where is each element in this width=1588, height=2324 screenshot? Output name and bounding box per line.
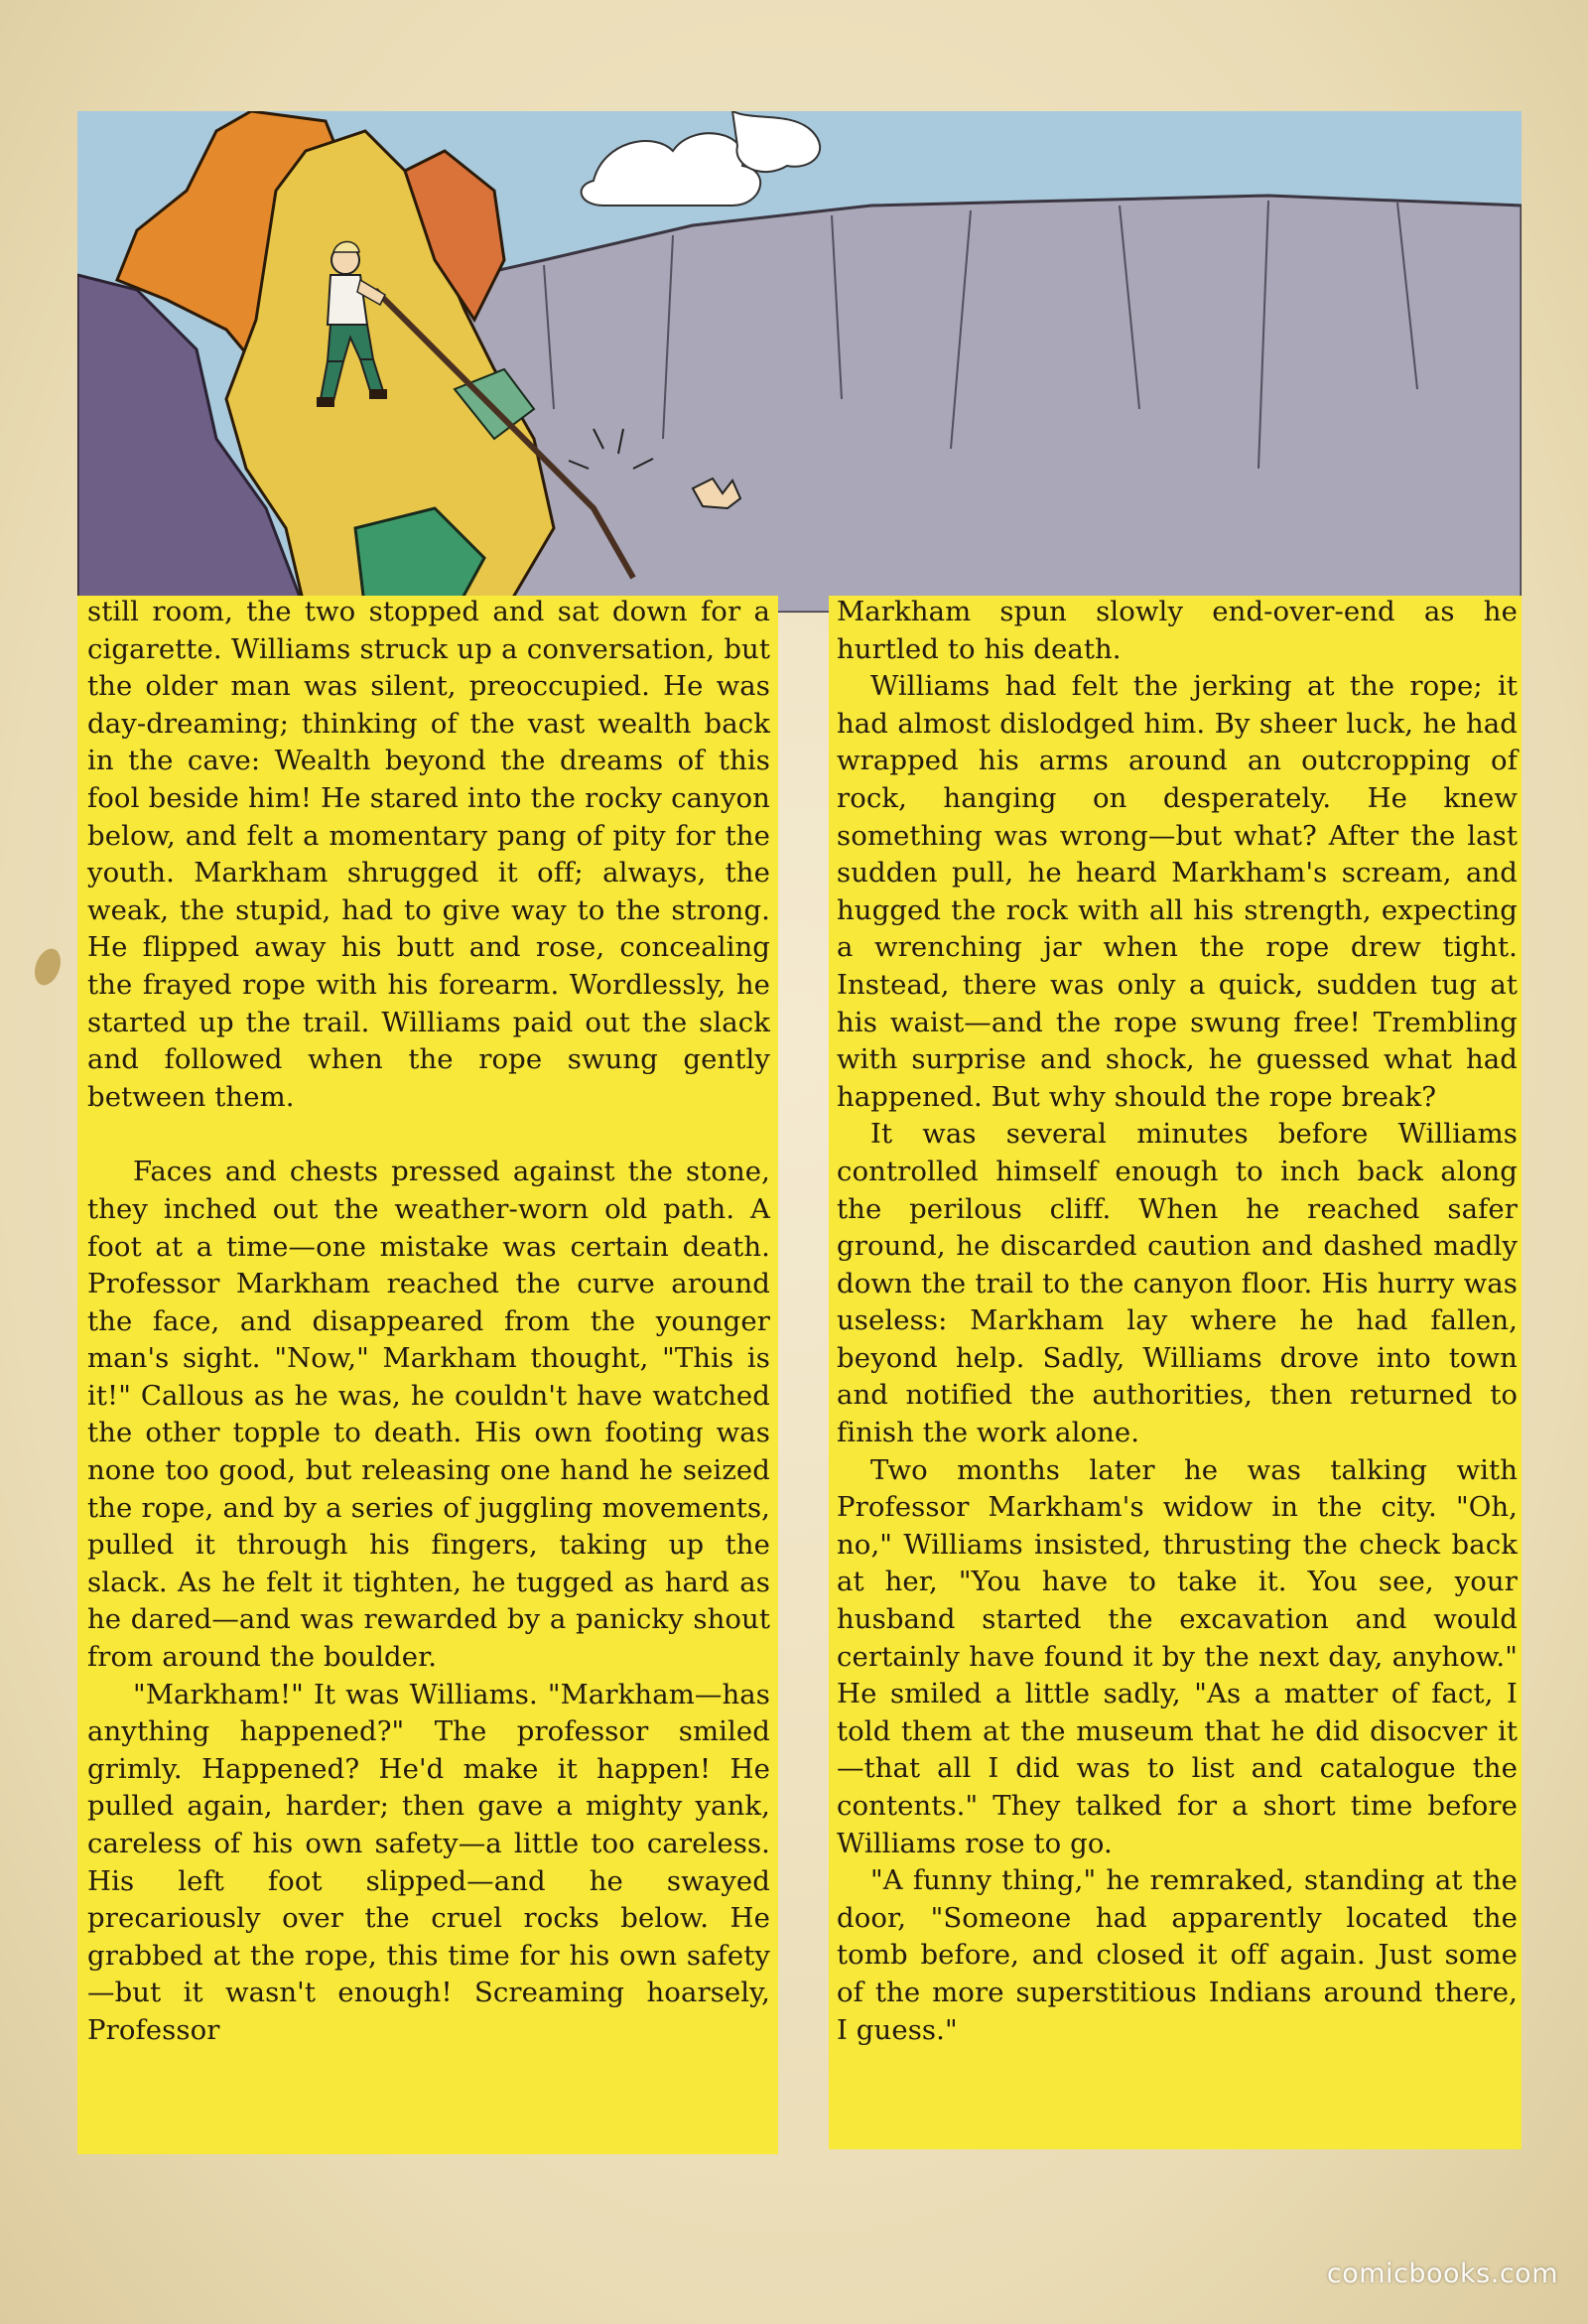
story-column-right <box>837 594 1518 2049</box>
paragraph: Markham spun slowly end-over-end as he hurtled to his death. <box>837 596 1518 665</box>
paragraph: It was several minutes before Williams controlled himself enough to inch back along the perilous cliff. When he reached safer ground, he discarded caution and dashed madly down the trail to the canyon floor. His hurry was useless: Markham lay where he had fallen, beyond help. Sadly, Williams drove into town and notified the authorities, then returned to finish the work alone. <box>837 1118 1518 1449</box>
paragraph: Two months later he was talking with Professor Markham's widow in the city. "Oh, no," Williams insisted, thrusting the check back at her, "You have to take it. You see, your husband started the excavation and would certainly have found it by the next day, anyhow." He smiled a little sadly, "As a matter of fact, I told them at the museum that he did disocver it—that all I did was to list and catalogue the contents." They talked for a short time before Williams rose to go. <box>837 1453 1518 1859</box>
canyon-illustration <box>77 111 1522 613</box>
paragraph: "A funny thing," he remraked, standing at the door, "Someone had apparently located the tomb before, and closed it off again. Just some of the more superstitious Indians around there, I guess." <box>837 1864 1518 2046</box>
paragraph: still room, the two stopped and sat down for a cigarette. Williams struck up a conversation, but the older man was silent, preoccupied. He was day-dreaming; thinking of the vast wealth back in the cave: Wealth beyond the dreams of this fool beside him! He stared into the rocky canyon below, and felt a momentary pang of pity for the youth. Markham shrugged it off; always, the weak, the stupid, had to give way to the strong. He flipped away his butt and rose, concealing the frayed rope with his forearm. Wordlessly, he started up the trail. Williams paid out the slack and followed when the rope swung gently between them. <box>87 596 770 1113</box>
paragraph: Williams had felt the jerking at the rope; it had almost dislodged him. By sheer luck, he had wrapped his arms around an outcropping of rock, hanging on desperately. He knew something was wrong—but what? After the last sudden pull, he heard Markham's scream, and hugged the rock with all his strength, expecting a wrenching jar when the rope drew tight. Instead, there was only a quick, sudden tug at his waist—and the rope swung free! Trembling with surprise and shock, he guessed what had happened. But why should the rope break? <box>837 670 1518 1113</box>
paragraph: "Markham!" It was Williams. "Markham—has anything happened?" The professor smiled grimly. Happened? He'd make it happen! He pulled again, harder; then gave a mighty yank, careless of his own safety—a little too careless. His left foot slipped—and he swayed precariously over the cruel rocks below. He grabbed at the rope, this time for his own safety—but it wasn't enough! Screaming hoarsely, Professor <box>87 1678 770 2046</box>
paragraph: Faces and chests pressed against the stone, they inched out the weather-worn old path. A foot at a time—one mistake was certain death. Professor Markham reached the curve around the face, and disappeared from the younger man's sight. "Now," Markham thought, "This is it!" Callous as he was, he couldn't have watched the other topple to death. His own footing was none too good, but releasing one hand he seized the rope, and by a series of juggling movements, pulled it through his fingers, taking up the slack. As he felt it tighten, he tugged as hard as he dared—and was rewarded by a panicky shout from around the boulder. <box>87 1156 770 1674</box>
story-column-left <box>87 594 770 2050</box>
site-watermark: comicbooks.com <box>1326 2258 1558 2289</box>
canyon-scene-svg <box>77 111 1522 613</box>
